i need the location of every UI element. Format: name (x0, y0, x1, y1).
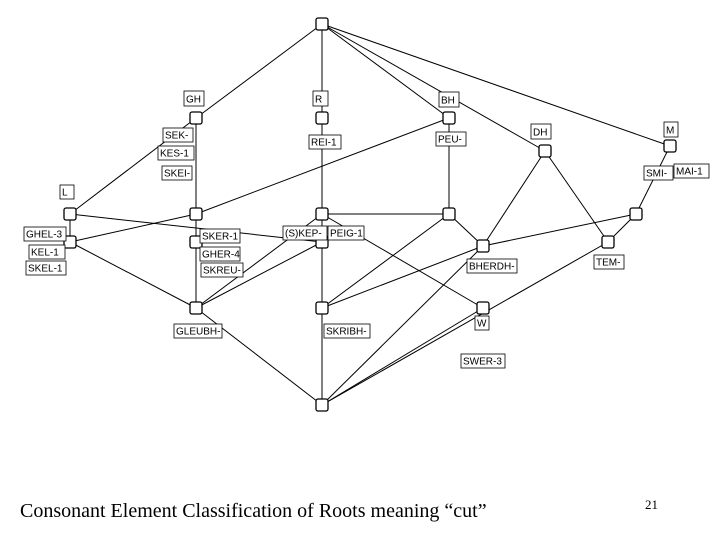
node-tem (602, 236, 614, 248)
node-top (316, 18, 328, 30)
node-skribh (316, 302, 328, 314)
node-sekei (190, 208, 202, 220)
node-gleubh (190, 302, 202, 314)
label-gleubh (174, 324, 222, 338)
label-sek (163, 128, 193, 142)
label-text: BH (441, 95, 455, 107)
label-text: BHERDH- (469, 261, 515, 273)
edge-top-dh (322, 24, 548, 151)
label-smi (644, 166, 673, 180)
lattice-edges (70, 24, 670, 405)
edge-dh-tem (545, 151, 608, 242)
node-smi (630, 208, 642, 220)
label-text: GLEUBH- (176, 326, 221, 338)
label-skei (162, 166, 192, 180)
label-text: SKEL-1 (28, 263, 63, 275)
label-text: SKREU- (203, 265, 241, 277)
label-text: MAI-1 (676, 166, 703, 178)
edge-top-bh (322, 24, 449, 118)
edge-ghel-gleubh (70, 242, 196, 308)
node-bh (443, 112, 455, 124)
node-m (664, 140, 676, 152)
page-number: 21 (645, 497, 658, 512)
label-text: W (477, 318, 487, 330)
node-dh (539, 145, 551, 157)
label-text: R (315, 94, 323, 106)
label-m (664, 122, 678, 137)
edge-top-gh (196, 24, 322, 118)
label-text: SMI- (646, 168, 668, 180)
label-gher (200, 247, 240, 261)
edge-sekei-ghel (70, 214, 196, 242)
label-peig (328, 226, 364, 240)
label-text: TEM- (596, 257, 621, 269)
label-bh (439, 92, 459, 107)
edge-bherdh-skribh (322, 246, 483, 308)
label-text: SWER-3 (463, 356, 502, 368)
node-peu (443, 208, 455, 220)
label-skel (26, 261, 66, 275)
label-peu (436, 132, 466, 146)
label-text: PEU- (438, 134, 462, 146)
label-kes (158, 146, 194, 160)
node-rei (316, 208, 328, 220)
label-mai (674, 164, 709, 178)
label-skep (283, 226, 327, 240)
node-l (64, 208, 76, 220)
diagram-caption: Consonant Element Classification of Roots meaning “cut” (20, 500, 487, 522)
label-skreu (201, 263, 243, 277)
node-bottom (316, 399, 328, 411)
label-text: DH (533, 127, 548, 139)
node-w (477, 302, 489, 314)
label-text: SKRIBH- (326, 326, 367, 338)
label-kel (29, 245, 65, 259)
label-text: GHEL-3 (26, 229, 63, 241)
label-text: KEL-1 (31, 247, 59, 259)
label-text: SEK- (165, 130, 189, 142)
label-text: SKEI- (164, 168, 191, 180)
label-text: KES-1 (160, 148, 189, 160)
label-bherdh (467, 259, 517, 273)
label-ghel (24, 227, 66, 241)
edge-gleubh-bottom (196, 308, 322, 405)
label-skribh (324, 324, 370, 338)
node-bherdh (477, 240, 489, 252)
label-r (313, 91, 328, 106)
edge-top-m (322, 24, 670, 146)
label-w (475, 316, 489, 330)
label-swer (461, 354, 505, 368)
label-gh (184, 91, 204, 106)
label-text: M (666, 125, 675, 137)
label-text: (S)KEP- (285, 228, 322, 240)
node-gh (190, 112, 202, 124)
edge-dh-bherdh (483, 151, 545, 246)
label-sker (200, 229, 240, 243)
label-tem (594, 255, 624, 269)
label-text: L (62, 187, 68, 199)
label-text: REI-1 (311, 137, 337, 149)
label-text: GH (186, 94, 201, 106)
label-text: PEIG-1 (330, 228, 363, 240)
node-r (316, 112, 328, 124)
label-l (60, 185, 74, 199)
label-text: GHER-4 (202, 249, 240, 261)
edge-tem-bottom (322, 242, 608, 405)
label-dh (531, 124, 551, 139)
label-rei (309, 135, 341, 149)
label-text: SKER-1 (202, 231, 239, 243)
edge-w-bottom (322, 308, 483, 405)
